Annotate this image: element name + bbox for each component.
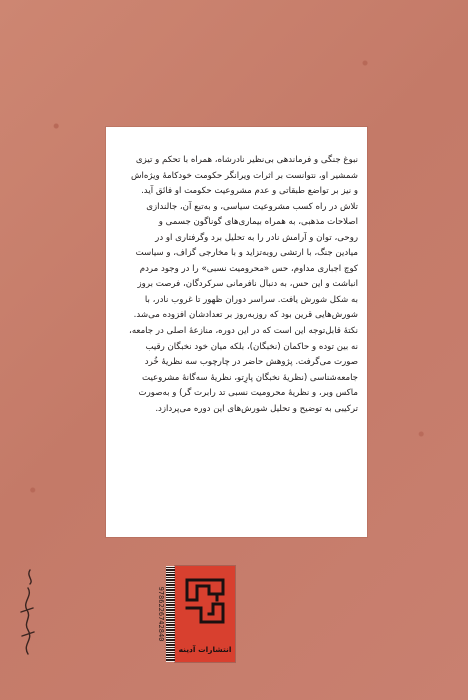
blurb-line: نکتهٔ قابل‌توجه این است که در این دوره، منازعهٔ اصلی در جامعه، <box>129 326 358 337</box>
blurb-line: و نیز بر تواضع طبقاتی و عدم مشروعیت حکومت او فائق آید. <box>141 186 358 197</box>
blurb-line: انباشت و این حس، به دنبال نافرمانی سرکردگان، فرصت بروز <box>137 279 358 290</box>
blurb-text <box>118 153 358 417</box>
blurb-line: به شکل شورش یافت. سراسر دوران ظهور تا غروب نادر، با <box>144 294 358 305</box>
isbn-number: 9786226742840 <box>157 586 165 642</box>
blurb-line: ترکیبی به توضیح و تحلیل شورش‌های این دوره می‌پردازد. <box>155 403 358 414</box>
blurb-line: نه بین توده و حاکمان (نخبگان)، بلکه میان خود نخبگان رقیب <box>145 341 358 352</box>
blurb-line: صورت می‌گرفت. پژوهش حاضر در چارچوب سه نظریهٔ خُرد <box>144 357 358 368</box>
publisher-logo <box>175 566 235 662</box>
blurb-line: تلاش در راه کسب مشروعیت سیاسی، و به‌تبع آن، جالندازی <box>146 201 358 212</box>
blurb-line: شورش‌هایی قرین بود که روزبه‌روز بر تعدادشان افزوده می‌شد. <box>133 310 358 321</box>
publisher-name: انتشارات آدینه <box>178 645 232 654</box>
blurb-line: روحی، توان و آرامش نادر را به تحلیل برد وگرفتاری او در <box>155 232 358 243</box>
blurb-line: شمشیر او، نتوانست بر اثرات ویرانگر حکومت خودکامهٔ ویژه‌اش <box>130 170 358 181</box>
designer-signature <box>8 550 48 660</box>
blurb-line: اصلاحات مذهبی، به همراه بیماری‌های گوناگون جسمی و <box>158 217 358 228</box>
publisher-logo-mark <box>183 574 227 628</box>
blurb-line: نبوغ جنگی و فرماندهی بی‌نظیر نادرشاه، همراه با تحکم و تیزی <box>135 155 358 165</box>
blurb-line: کوچ اجباری مداوم، حس «محرومیت نسبی» را در وجود مردم <box>139 263 358 274</box>
blurb-line: میادین جنگ، با ارتشی روبه‌تزاید و با مخارجی گزاف، و سیاست <box>135 248 358 259</box>
blurb-line: ماکس وبر، و نظریهٔ محرومیت نسبی تد رابرت گر) و به‌صورت <box>138 388 358 399</box>
blurb-line: جامعه‌شناسی (نظریهٔ نخبگان پارِتو، نظریهٔ سه‌گانهٔ مشروعیت <box>142 372 358 383</box>
